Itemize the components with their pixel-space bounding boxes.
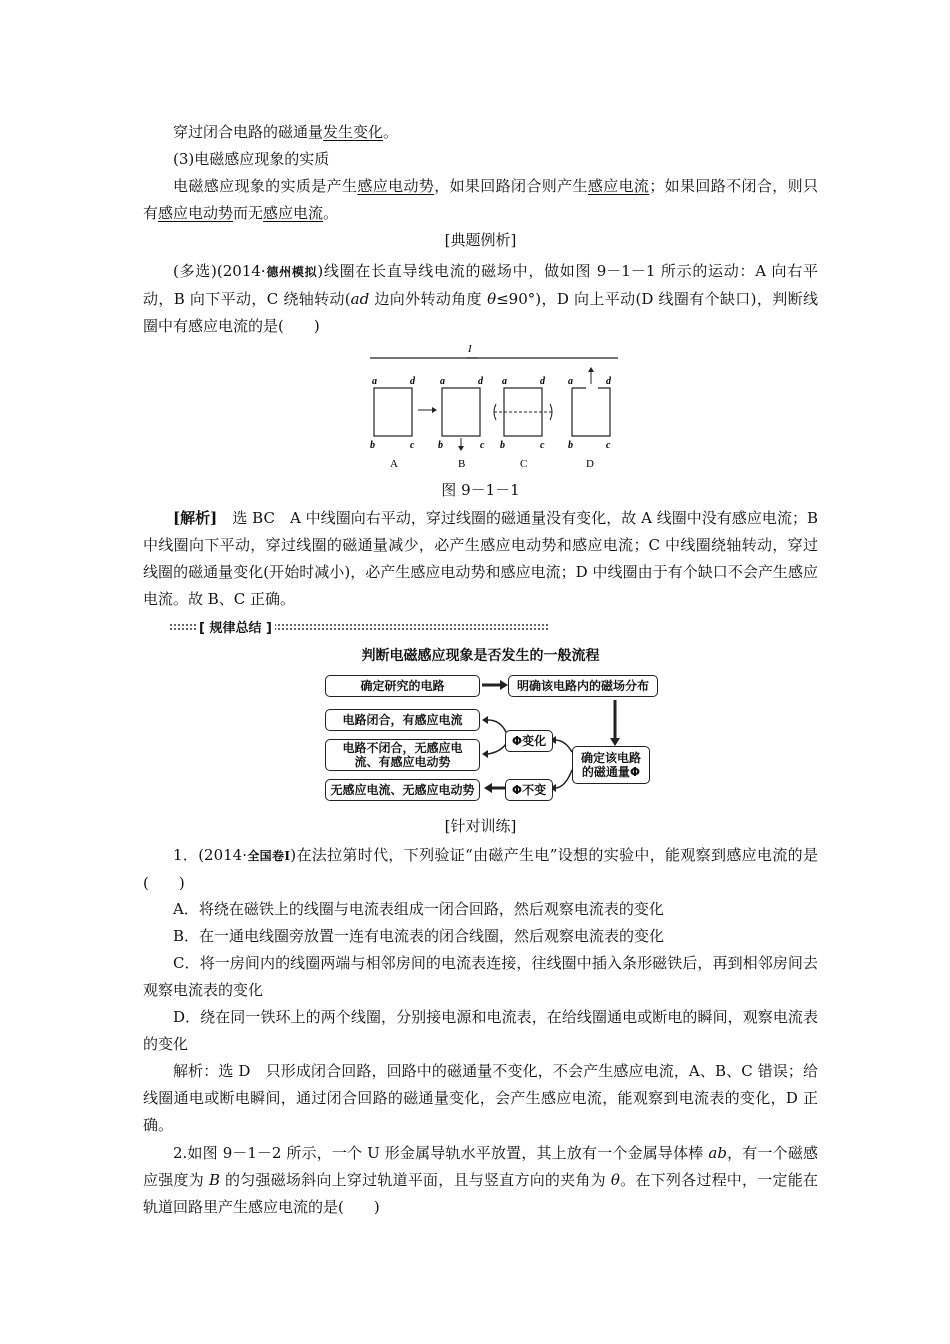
corner-label: c [606, 440, 611, 451]
corner-label: a [372, 376, 377, 387]
arrow-head-icon [588, 367, 594, 372]
intro-text: 。 [323, 204, 339, 222]
section-title-training: [针对训练] [444, 817, 517, 835]
question-text: (多选)(2014· [173, 262, 266, 280]
arrow-curve-icon [555, 740, 572, 752]
intro-line1 [143, 119, 818, 146]
intro-text: ，如果回路闭合则产生 [434, 177, 588, 195]
figure-caption: 图 9－1－1 [441, 481, 520, 499]
figure-label-c: C [520, 458, 528, 470]
analysis-paragraph [143, 505, 818, 613]
corner-label: b [370, 440, 375, 451]
analysis-text: 选 BC A 中线圈向右平动，穿过线圈的磁通量没有变化，故 A 线圈中没有感应电流；B 中线圈向下平动，穿过线圈的磁通量减少，必产生感应电动势和感应电流；C 中线圈绕轴转动，穿过线圈的磁通量变化(开始时减小)，必产生感应电动势和感应电流；D 中线圈由于有个缺口不会产生感应电流。故 B、C 正确。 [143, 509, 819, 608]
question-source: 德州模拟 [265, 265, 318, 279]
question-text: )在法拉第时代，下列验证“由磁产生电”设想的实验中，能观察到感应电流的是( ) [143, 846, 818, 892]
corner-label: d [478, 376, 483, 387]
summary-label: [ 规律总结 ] [196, 617, 275, 636]
answer-tag: 解析： [173, 1062, 219, 1080]
corner-label: a [440, 376, 445, 387]
example-question [143, 258, 818, 340]
underlined-term: 感应电流 [587, 177, 650, 195]
underlined-term: 感应电流 [263, 204, 324, 222]
arrow-head-icon [484, 783, 492, 793]
question-text: 1．(2014· [173, 846, 247, 864]
question-source: 全国卷Ⅰ [247, 849, 291, 863]
figure-9-1-1 [360, 342, 630, 472]
corner-label: b [500, 440, 505, 451]
arrow-head-icon [610, 738, 620, 746]
option-d: D．绕在同一铁环上的两个线圈，分别接电源和电流表，在给线圈通电或断电的瞬间，观察电流表的变化 [143, 1008, 818, 1053]
arrow-head-icon [432, 407, 437, 413]
flow-field-distribution: 明确该电路内的磁场分布 [508, 675, 658, 697]
flow-flux-nochange: Φ不变 [505, 779, 553, 801]
arrow-curve-icon [488, 744, 506, 754]
var-ad: ad [350, 290, 370, 308]
arrow-head-icon [482, 716, 488, 724]
flow-flux-change: Φ变化 [505, 730, 553, 752]
arrow-head-icon [458, 446, 464, 451]
figure-label-d: D [586, 458, 594, 470]
question-text: )线圈在长直导线电流的磁场中，做如图 9－1－1 所示的运动：A 向右平动，B 向下平动，C 绕轴转动( [143, 262, 819, 308]
flow-closed-circuit: 电路闭合，有感应电流 [325, 709, 480, 731]
question-text: 2.如图 9－1－2 所示，一个 U 形金属导轨水平放置，其上放有一个金属导体棒 [173, 1144, 709, 1162]
current-label: I [468, 343, 472, 355]
underlined-term: 感应电动势 [158, 204, 234, 222]
underlined-term: 感应电动势 [357, 177, 435, 195]
heading-3: (3)电磁感应现象的实质 [173, 150, 330, 168]
corner-label: a [568, 376, 573, 387]
summary-title: 判断电磁感应现象是否发生的一般流程 [361, 648, 600, 664]
answer-text: 选 D 只形成闭合回路，回路中的磁通量不变化，不会产生感应电流，A、B、C 错误；给线圈通电或断电瞬间，通过闭合回路的磁通量变化，会产生感应电流，能观察到电流表的变化，D 正确。 [143, 1062, 818, 1134]
flow-determine-circuit: 确定研究的电路 [325, 675, 480, 697]
coil-d-with-gap [572, 388, 610, 436]
section-title-example: [典题例析] [444, 231, 517, 249]
question-text: 的匀强磁场斜向上穿过轨道平面，且与竖直方向的夹角为 [219, 1171, 611, 1189]
arrow-head-icon [500, 680, 508, 690]
arrow-head-icon [482, 750, 488, 758]
underlined-term: 发生变化 [323, 123, 384, 141]
answer-1 [143, 1058, 818, 1139]
question-text: 边向外转动角度 [369, 290, 488, 308]
intro-text: 穿过闭合电路的磁通量 [173, 123, 324, 141]
intro-text: 电磁感应现象的实质是产生 [173, 177, 358, 195]
question-text: 。在下列各过程中，一定能在轨道回路里产生感应电流的是( ) [143, 1171, 818, 1216]
corner-label: d [410, 376, 415, 387]
figure-label-a: A [390, 458, 398, 470]
flow-no-induction: 无感应电流、无感应电动势 [325, 779, 480, 801]
option-b: B．在一通电线圈旁放置一连有电流表的闭合线圈，然后观察电流表的变化 [173, 927, 665, 945]
question-2 [143, 1140, 818, 1221]
coil-b [442, 388, 480, 436]
question-1 [143, 842, 818, 897]
corner-label: b [568, 440, 573, 451]
corner-label: d [606, 376, 611, 387]
var-theta: θ [610, 1171, 620, 1189]
var-theta: θ [487, 290, 497, 308]
corner-label: c [410, 440, 415, 451]
option-c: C．将一房间内的线圈两端与相邻房间的电流表连接，往线圈中插入条形磁铁后，再到相邻房间去观察电流表的变化 [143, 954, 818, 999]
intro-text: 。 [383, 123, 399, 141]
coil-a [374, 388, 412, 436]
flow-determine-flux: 确定该电路的磁通量Φ [572, 746, 650, 784]
intro-text: ；如果回路不闭合，则只有 [143, 177, 818, 222]
corner-label: a [502, 376, 507, 387]
option-a: A．将绕在磁铁上的线圈与电流表组成一闭合回路，然后观察电流表的变化 [173, 900, 664, 918]
corner-label: b [438, 440, 443, 451]
corner-label: c [480, 440, 485, 451]
figure-label-b: B [458, 458, 466, 470]
intro-text: 而无 [233, 204, 264, 222]
analysis-tag: [解析] [173, 509, 218, 527]
question-text: ≤90°)，D 向上平动(D 线圈有个缺口)，判断线圈中有感应电流的是( ) [143, 290, 818, 335]
var-b: B [208, 1171, 220, 1189]
var-ab: ab [708, 1144, 727, 1162]
corner-label: c [540, 440, 545, 451]
corner-label: d [540, 376, 545, 387]
intro-paragraph [143, 173, 818, 227]
question-text: ，有一个磁感应强度为 [143, 1144, 818, 1189]
flow-open-circuit: 电路不闭合，无感应电流、有感应电动势 [325, 739, 480, 771]
arrow-curve-icon [488, 720, 506, 732]
arrow-curve-icon [555, 770, 572, 788]
